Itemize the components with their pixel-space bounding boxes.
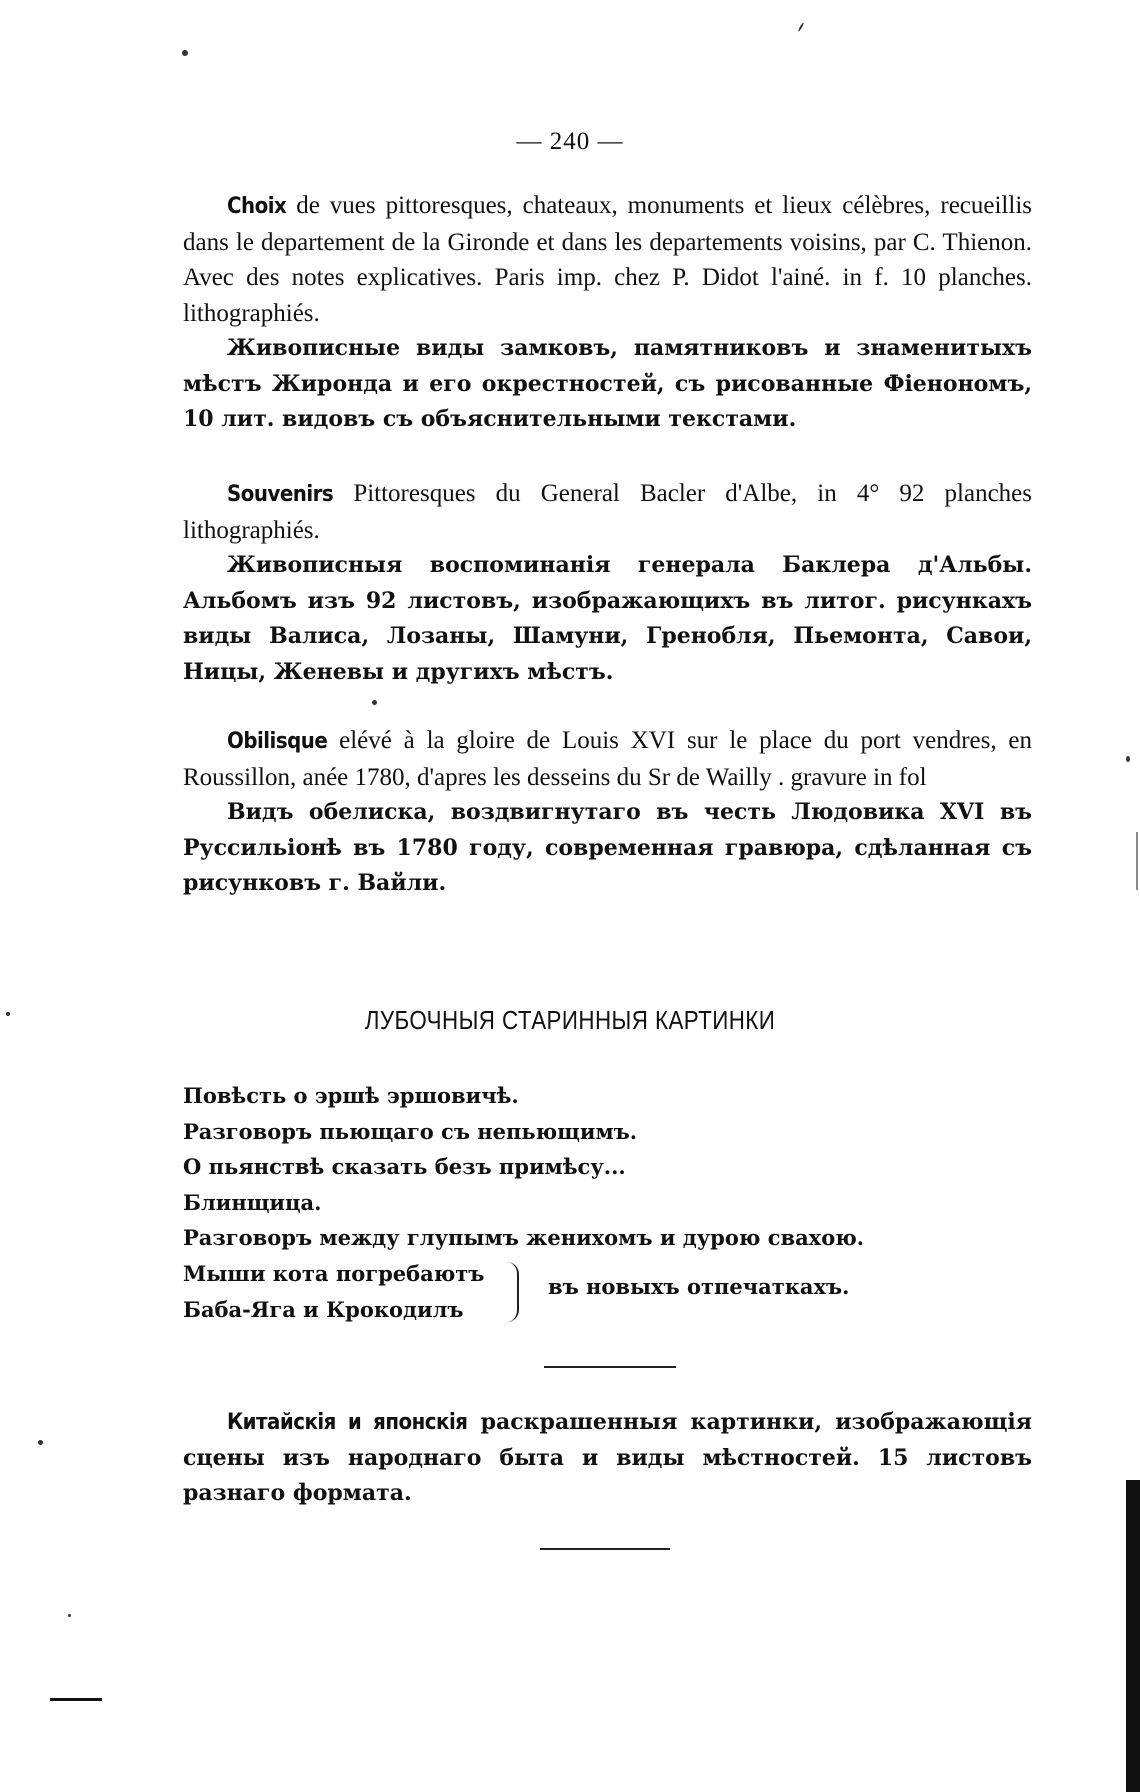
entry-lead-word: Obilisque	[227, 729, 328, 754]
entry-russian-text: Видъ обелиска, воздвигнутаго въ честь Людовика XVI въ Руссильіонѣ въ 1780 году, современная гравюра, сдѣланная съ рисунковъ г. Вайли.	[183, 799, 1032, 896]
entry-french-body: Pittoresques du General Bacler d'Albe, in 4° 92 planches lithographiés.	[183, 480, 1032, 544]
list-item: Разговоръ пьющаго съ непьющимъ.	[183, 1118, 638, 1144]
page-number: — 240 —	[516, 128, 624, 155]
brace-icon	[505, 1262, 519, 1322]
list-item: Баба-Яга и Крокодилъ	[183, 1296, 464, 1322]
page-edge-shadow	[1136, 832, 1138, 890]
lubok-list	[183, 1078, 1043, 1330]
entry-french-body: elévé à la gloire de Louis XVI sur le place du port vendres, en Roussillon, anée 1780, d'apres les desseins du Sr de Wailly . gravure in fol	[183, 727, 1032, 791]
section-divider	[544, 1366, 676, 1368]
catalog-entry	[183, 476, 1032, 690]
entry-russian-text: Живописные виды замковъ, памятниковъ и знаменитыхъ мѣстъ Жиронда и его окрестностей, съ рисованные Фіенономъ, 10 лит. видовъ съ объяснительными текстами.	[183, 335, 1032, 432]
entry-lead-word: Китайскія и японскія	[227, 1410, 468, 1435]
section-heading: ЛУБОЧНЫЯ СТАРИННЫЯ КАРТИНКИ	[364, 1005, 776, 1035]
catalog-entry	[183, 188, 1032, 438]
scan-speck	[6, 1012, 10, 1016]
scan-speck	[372, 700, 377, 705]
entry-french-text	[183, 188, 1032, 331]
entry-french-text	[183, 723, 1032, 795]
scan-speck	[182, 50, 188, 56]
page-edge-shadow	[1126, 1480, 1140, 1792]
list-item: Повѣсть о эршѣ эршовичѣ.	[183, 1083, 519, 1108]
list-item: Блинщица.	[183, 1189, 322, 1215]
end-divider	[540, 1548, 670, 1550]
scan-speck	[38, 1440, 43, 1445]
entry-french-body: de vues pittoresques, chateaux, monuments et lieux célèbres, recueillis dans le departement de la Gironde et dans les departements voisins, par C. Thienon. Avec des notes explicatives. Paris imp. chez P. Didot l'ainé. in f. 10 planches. lithographiés.	[183, 192, 1032, 327]
entry-lead-word: Souvenirs	[227, 482, 334, 507]
list-item: Мыши кота погребаютъ	[183, 1260, 485, 1286]
entry-russian-text: Живописныя воспоминанія генерала Баклера д'Альбы. Альбомъ изъ 92 листовъ, изображающихъ въ литог. рисункахъ виды Валиса, Лозаны, Шамуни, Гренобля, Пьемонта, Савои, Ницы, Женевы и другихъ мѣстъ.	[183, 552, 1032, 685]
list-item: О пьянствѣ сказать безъ примѣсу...	[183, 1154, 626, 1179]
catalog-entry	[183, 723, 1032, 902]
brace-note: въ новыхъ отпечаткахъ.	[548, 1273, 850, 1299]
scan-speck	[68, 1614, 71, 1617]
brace-group	[183, 1256, 1043, 1330]
scan-speck	[798, 22, 805, 32]
entry-lead-word: Choix	[227, 194, 287, 219]
entry-russian-text	[183, 1405, 1032, 1512]
scan-mark	[50, 1698, 102, 1701]
scan-speck	[1126, 756, 1130, 762]
entry-french-text	[183, 476, 1032, 548]
catalog-entry	[183, 1405, 1032, 1512]
list-item: Разговоръ между глупымъ женихомъ и дурою свахою.	[183, 1225, 865, 1250]
entry-russian-body: раскрашенныя картинки, изображающія сцены изъ народнаго быта и виды мѣстностей. 15 листовъ разнаго формата.	[183, 1409, 1032, 1506]
